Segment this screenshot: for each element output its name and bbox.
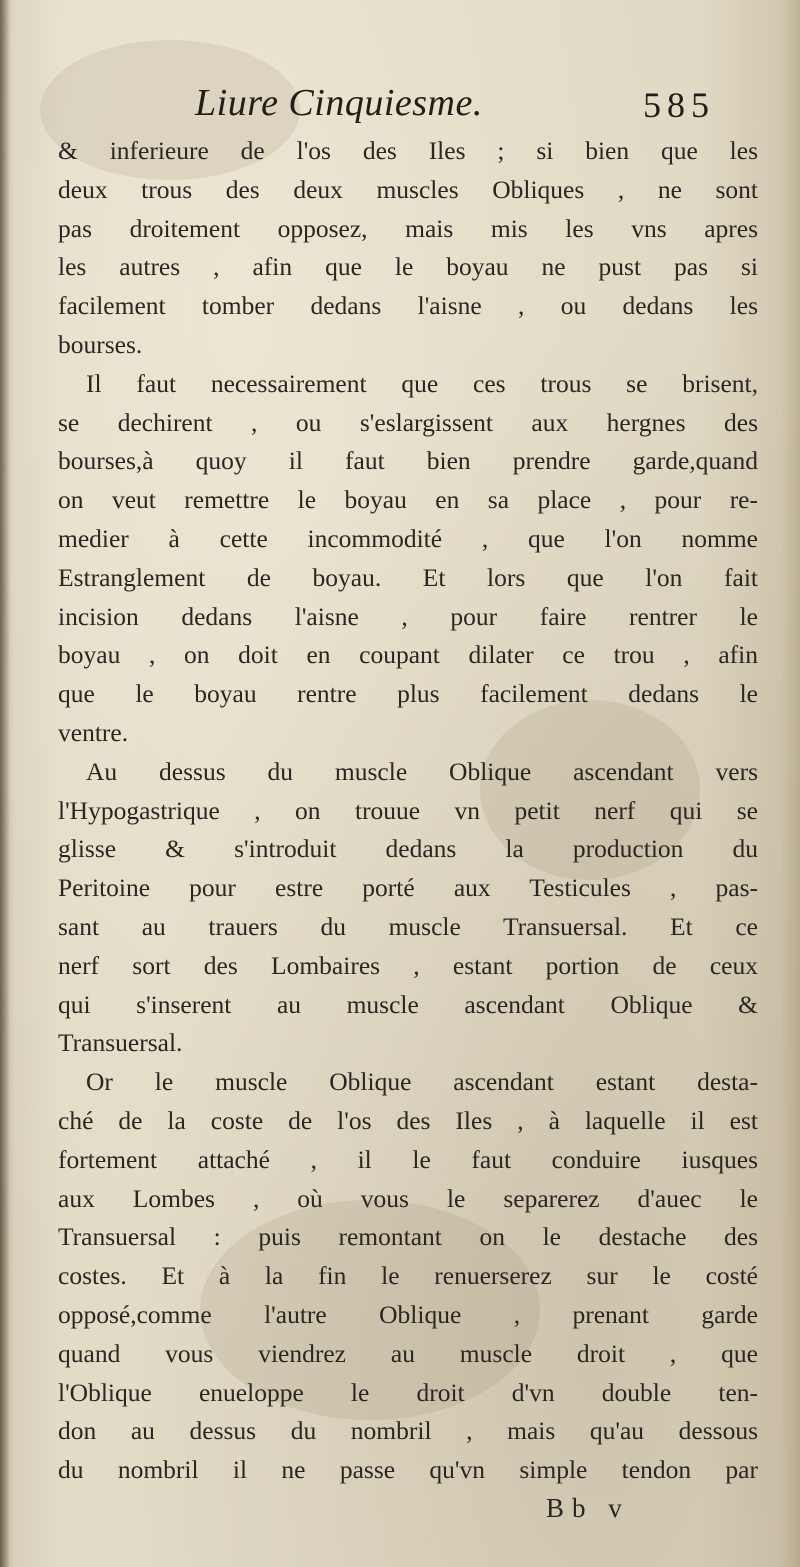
text-line: don au dessus du nombril , mais qu'au dessous	[58, 1416, 758, 1446]
text-line: Transuersal.	[58, 1028, 183, 1058]
text-line: facilement tomber dedans l'aisne , ou dedans les	[58, 291, 758, 321]
text-line: fortement attaché , il le faut conduire iusques	[58, 1144, 758, 1174]
text-line: que le boyau rentre plus facilement dedans le	[58, 679, 758, 709]
text-line: Estranglement de boyau. Et lors que l'on fait	[58, 562, 758, 592]
text-line: bourses,à quoy il faut bien prendre garde,quand	[58, 446, 758, 476]
text-line: l'Oblique enueloppe le droit d'vn double ten-	[58, 1377, 758, 1407]
text-line: opposé,comme l'autre Oblique , prenant garde	[58, 1299, 758, 1329]
text-line: Peritoine pour estre porté aux Testicules , pas-	[58, 873, 758, 903]
text-line: medier à cette incommodité , que l'on nomme	[58, 523, 758, 553]
text-line: boyau , on doit en coupant dilater ce trou , afin	[58, 640, 758, 670]
text-line: du nombril il ne passe qu'vn simple tendon par	[58, 1455, 758, 1485]
running-head-title: Liure Cinquiesme.	[195, 82, 483, 124]
text-line: & inferieure de l'os des Iles ; si bien que les	[58, 136, 758, 165]
text-line: Au dessus du muscle Oblique ascendant vers	[86, 756, 758, 786]
signature-mark: Bb v	[546, 1493, 630, 1523]
text-line: ché de la coste de l'os des Iles , à laquelle il est	[58, 1105, 758, 1135]
body-text	[58, 132, 758, 1490]
running-head	[0, 80, 800, 140]
text-line: Transuersal : puis remontant on le destache des	[58, 1222, 758, 1252]
text-line: quand vous viendrez au muscle droit , que	[58, 1338, 758, 1368]
page-number: 585	[643, 85, 715, 125]
text-line: l'Hypogastrique , on trouue vn petit nerf qui se	[58, 795, 758, 825]
text-line: glisse & s'introduit dedans la production du	[58, 834, 758, 864]
text-line: sant au trauers du muscle Transuersal. Et ce	[58, 911, 758, 941]
text-line: Il faut necessairement que ces trous se brisent,	[86, 368, 758, 398]
text-line: on veut remettre le boyau en sa place , pour re-	[58, 485, 758, 515]
text-line: bourses.	[58, 329, 143, 359]
text-line: ventre.	[58, 717, 129, 747]
text-line: pas droitement opposez, mais mis les vns apres	[58, 213, 758, 243]
text-line: qui s'inserent au muscle ascendant Oblique &	[58, 989, 758, 1019]
text-line: incision dedans l'aisne , pour faire rentrer le	[58, 601, 758, 631]
text-line: deux trous des deux muscles Obliques , ne sont	[58, 174, 758, 204]
text-line: costes. Et à la fin le renuerserez sur le costé	[58, 1261, 758, 1291]
gutter-shadow	[0, 0, 10, 1567]
text-line: aux Lombes , où vous le separerez d'auec le	[58, 1183, 758, 1213]
text-line: les autres , afin que le boyau ne pust pas si	[58, 252, 758, 282]
text-line: Or le muscle Oblique ascendant estant desta-	[86, 1067, 758, 1097]
text-line: nerf sort des Lombaires , estant portion de ceux	[58, 950, 758, 980]
text-line: se dechirent , ou s'eslargissent aux hergnes des	[58, 407, 758, 437]
